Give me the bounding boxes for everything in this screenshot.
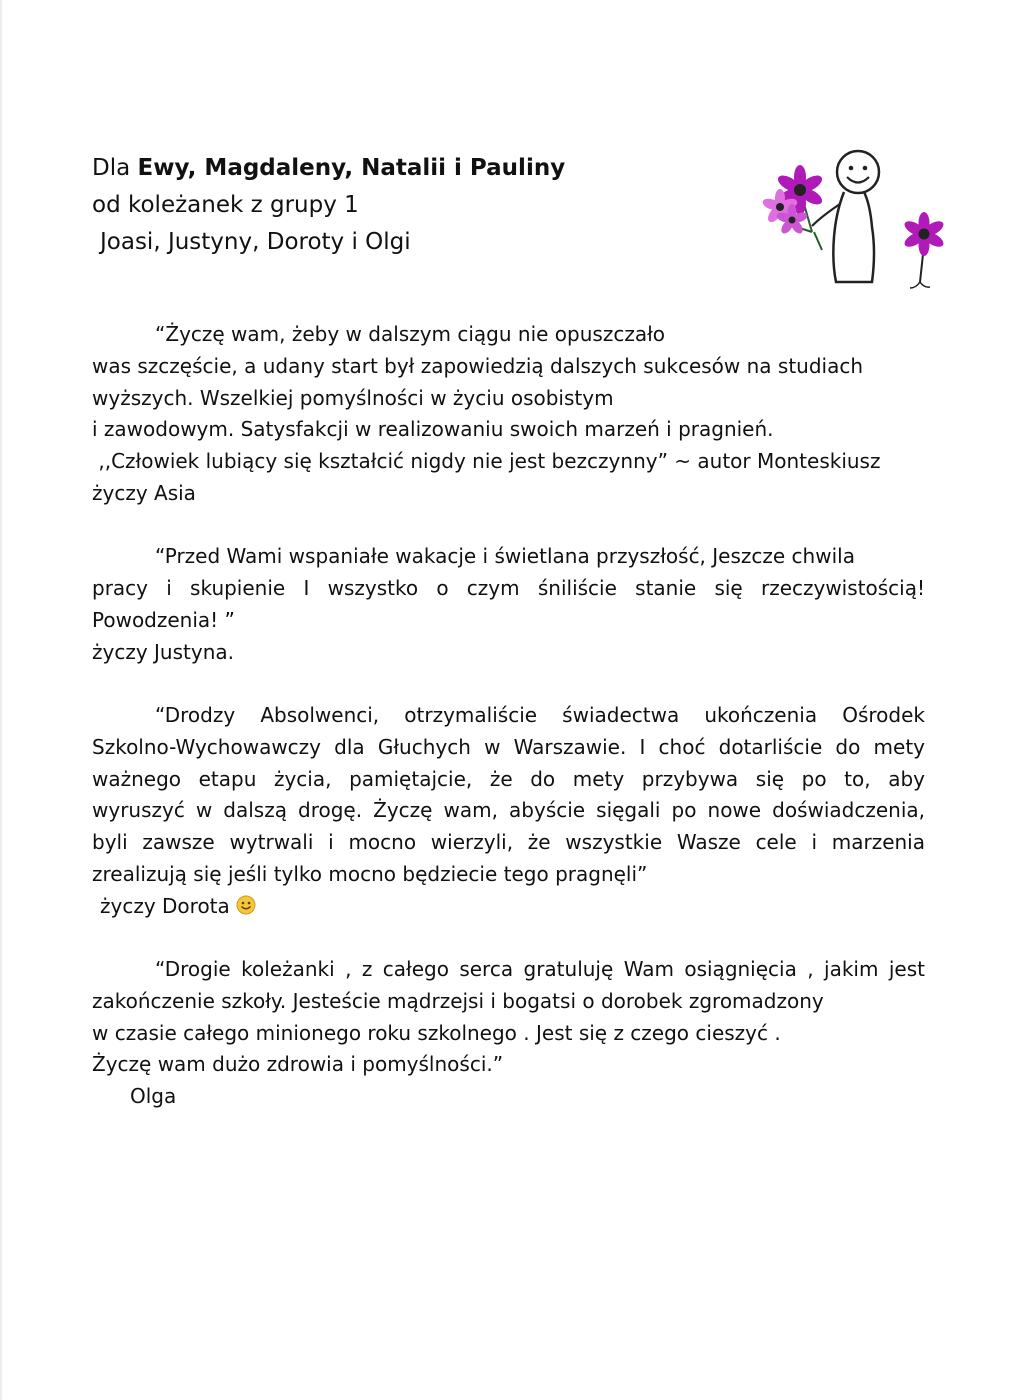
wishes-section	[92, 319, 925, 1145]
smiley-face-icon	[236, 895, 256, 915]
wish-olga	[92, 954, 925, 1113]
wish-line: “Życzę wam, żeby w dalszym ciągu nie opuszczało	[155, 322, 665, 346]
dedication-prefix: Dla	[92, 155, 131, 181]
wish-line: wyższych. Wszelkiej pomyślności w życiu osobistym	[92, 385, 614, 410]
wish-line: was szczęście, a udany start był zapowiedzią dalszych sukcesów na studiach	[92, 353, 864, 378]
dedication-header	[92, 150, 565, 261]
stick-figure-with-flowers-icon	[752, 142, 957, 292]
wish-signature: życzy Dorota	[100, 893, 230, 918]
wish-line: i zawodowym. Satysfakcji w realizowaniu swoich marzeń i pragnień.	[92, 417, 774, 442]
wish-signature-row	[92, 891, 925, 923]
wish-line: pracy i skupienie I wszystko o czym śniliście stanie się rzeczywistością!	[92, 576, 925, 601]
wish-line: zakończenie szkoły. Jesteście mądrzejsi i bogatsi o dorobek zgromadzony	[92, 988, 824, 1013]
wish-line: “Drogie koleżanki , z całego serca gratuluję Wam osiągnięcia , jakim jest	[155, 957, 925, 982]
wish-line: ,,Człowiek lubiący się kształcić nigdy nie jest bezczynny” ~ autor Monteskiusz	[92, 449, 881, 474]
wish-dorota	[92, 700, 925, 923]
wish-line: ważnego etapu życia, pamiętajcie, że do mety przybywa się po to, aby	[92, 766, 925, 791]
wish-asia	[92, 319, 925, 510]
wish-signature: życzy Asia	[92, 480, 196, 505]
wish-signature: życzy Justyna.	[92, 639, 234, 664]
wish-line: w czasie całego minionego roku szkolnego . Jest się z czego cieszyć .	[92, 1020, 781, 1045]
recipient-names: Ewy, Magdaleny, Natalii i Pauliny	[137, 155, 566, 181]
wish-signature: Olga	[130, 1084, 177, 1109]
wish-line: wyruszyć w dalszą drogę. Życzę wam, abyście sięgali po nowe doświadczenia,	[92, 798, 925, 823]
wish-line: Szkolno-Wychowawczy dla Głuchych w Warszawie. I choć dotarliście do mety	[92, 734, 925, 759]
wish-line: zrealizują się jeśli tylko mocno będziecie tego pragnęli”	[92, 861, 648, 886]
dedication-line-from: od koleżanek z grupy 1	[92, 192, 359, 218]
wish-justyna	[92, 541, 925, 668]
dedication-line-recipients	[92, 150, 565, 187]
wish-line: Powodzenia! ”	[92, 607, 235, 632]
dedication-line-senders: Joasi, Justyny, Doroty i Olgi	[100, 229, 411, 255]
wish-line: “Przed Wami wspaniałe wakacje i świetlana przyszłość, Jeszcze chwila	[155, 544, 855, 569]
wish-line: byli zawsze wytrwali i mocno wierzyli, że wszystkie Wasze cele i marzenia	[92, 830, 925, 855]
wish-line: “Drodzy Absolwenci, otrzymaliście świadectwa ukończenia Ośrodek	[155, 702, 925, 727]
wish-line: Życzę wam dużo zdrowia i pomyślności.”	[92, 1052, 504, 1077]
